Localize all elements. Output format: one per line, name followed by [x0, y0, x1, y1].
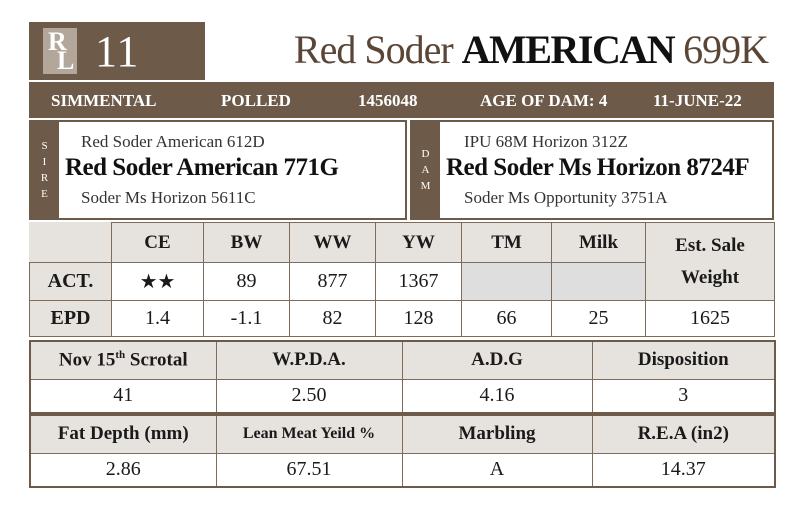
act-milk [552, 263, 646, 301]
scrotal-header-suffix: Scrotal [125, 349, 188, 371]
brand-letter-r: R [48, 27, 67, 56]
lot-card [29, 20, 774, 488]
scrotal-value: 41 [30, 379, 216, 413]
act-ce: ★★ [112, 263, 204, 301]
sire-letter: E [41, 188, 49, 200]
epd-ww: 82 [290, 301, 376, 337]
sale-weight-header-line2: Weight [680, 266, 740, 288]
sire-letter: S [41, 140, 49, 152]
performance-table [29, 222, 775, 337]
scrotal-header-prefix: Nov 15 [58, 349, 116, 371]
epd-bw: -1.1 [204, 301, 290, 337]
dam-side-label [412, 122, 440, 218]
sale-weight: 1625 [646, 301, 775, 337]
corner-cell [30, 223, 112, 263]
disposition-value: 3 [592, 379, 775, 413]
animal-name-bold: AMERICAN [461, 27, 675, 72]
lean-meat-header: Lean Meat Yeild % [216, 415, 402, 453]
measures-table [29, 340, 776, 414]
birth-date: 11-JUNE-22 [653, 91, 742, 110]
animal-name [294, 26, 768, 73]
sire-sire: Red Soder American 612D [81, 132, 265, 151]
act-tm [462, 263, 552, 301]
sire-dam: Soder Ms Horizon 5611C [81, 188, 256, 207]
wpda-header: W.P.D.A. [216, 341, 402, 379]
adg-value: 4.16 [402, 379, 592, 413]
col-header-milk: Milk [552, 223, 646, 263]
dam-name: Red Soder Ms Horizon 8724F [446, 154, 750, 181]
animal-name-prefix: Red Soder [293, 27, 453, 72]
marbling-header: Marbling [402, 415, 592, 453]
registration-number: 1456048 [358, 91, 418, 110]
rea-header: R.E.A (in2) [592, 415, 775, 453]
act-yw: 1367 [376, 263, 462, 301]
brand-logo [43, 28, 77, 74]
act-bw: 89 [204, 263, 290, 301]
col-header-bw: BW [204, 223, 290, 263]
sire-side-label [31, 122, 59, 218]
rea-value: 14.37 [592, 453, 775, 487]
sire-letter: R [40, 172, 50, 184]
marbling-value: A [402, 453, 592, 487]
sale-weight-header-line1: Est. Sale [675, 234, 745, 256]
epd-tm: 66 [462, 301, 552, 337]
sire-letter: I [42, 156, 48, 168]
sire-name: Red Soder American 771G [65, 154, 339, 181]
brand-letter-l: L [57, 46, 75, 75]
carcass-table [29, 414, 776, 488]
epd-milk: 25 [552, 301, 646, 337]
lot-number: 11 [95, 27, 140, 76]
dam-dam: Soder Ms Opportunity 3751A [464, 188, 668, 207]
dam-sire: IPU 68M Horizon 312Z [464, 132, 628, 151]
dam-letter: M [420, 180, 432, 192]
polled-status: POLLED [221, 91, 291, 110]
col-header-sale-weight [646, 223, 775, 301]
lean-meat-value: 67.51 [216, 453, 402, 487]
scrotal-header [30, 341, 216, 379]
col-header-yw: YW [376, 223, 462, 263]
lot-number-box [29, 22, 205, 80]
fat-depth-header: Fat Depth (mm) [30, 415, 216, 453]
age-of-dam: AGE OF DAM: 4 [480, 91, 608, 110]
sire-pedigree [29, 120, 407, 220]
info-band [29, 82, 774, 118]
fat-depth-value: 2.86 [30, 453, 216, 487]
dam-letter: A [421, 164, 431, 176]
epd-ce: 1.4 [112, 301, 204, 337]
adg-header: A.D.G [402, 341, 592, 379]
dam-pedigree [410, 120, 774, 220]
epd-yw: 128 [376, 301, 462, 337]
animal-name-suffix: 699K [683, 27, 768, 72]
breed: SIMMENTAL [51, 91, 157, 110]
row-label-act: ACT. [30, 263, 112, 301]
row-label-epd: EPD [30, 301, 112, 337]
disposition-header: Disposition [592, 341, 775, 379]
wpda-value: 2.50 [216, 379, 402, 413]
col-header-ww: WW [290, 223, 376, 263]
dam-letter: D [421, 148, 431, 160]
col-header-ce: CE [112, 223, 204, 263]
col-header-tm: TM [462, 223, 552, 263]
scrotal-header-sup: th [115, 349, 126, 362]
act-ww: 877 [290, 263, 376, 301]
